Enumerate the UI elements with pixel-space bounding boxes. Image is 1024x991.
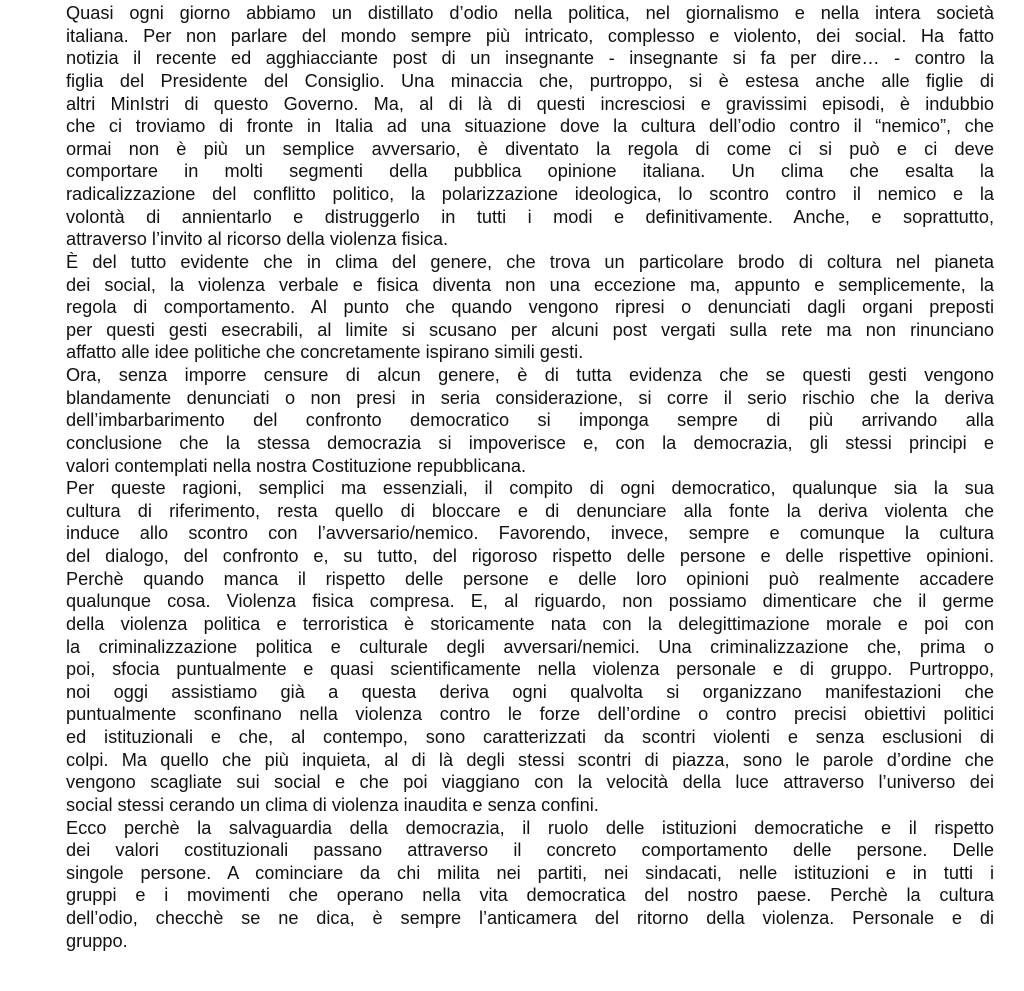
text-line: singole persone. A cominciare da chi milita nei partiti, nei sindacati, nelle istituzioni e in tutti i <box>66 862 994 883</box>
text-line: volontà di annientarlo e distruggerlo in tutti i modi e definitivamente. Anche, e soprattutto, <box>66 206 994 227</box>
text-line: social stessi cerando un clima di violenza inaudita e senza confini. <box>66 794 599 815</box>
text-line: vengono scagliate sui social e che poi viaggiano con la velocità della luce attraverso l’universo dei <box>66 772 994 793</box>
paragraph-3 <box>66 364 994 477</box>
text-line: italiana. Per non parlare del mondo sempre più intricato, complesso e violento, dei social. Ha fatto <box>66 25 994 46</box>
text-line: comportare in molti segmenti della pubblica opinione italiana. Un clima che esalta la <box>66 161 994 182</box>
text-line: Quasi ogni giorno abbiamo un distillato d’odio nella politica, nel giornalismo e nella intera società <box>66 3 994 23</box>
text-line: conclusione che la stessa democrazia si impoverisce e, con la democrazia, gli stessi principi e <box>66 432 994 453</box>
text-line: Per queste ragioni, semplici ma essenziali, il compito di ogni democratico, qualunque sia la sua <box>66 478 994 499</box>
text-line: dei social, la violenza verbale e fisica diventa non una eccezione ma, appunto e semplicemente, la <box>66 274 994 295</box>
paragraph-2 <box>66 251 994 364</box>
text-line: regola di comportamento. Al punto che quando vengono ripresi o denunciati dagli organi preposti <box>66 297 994 318</box>
text-line: qualunque cosa. Violenza fisica compresa. E, al riguardo, non possiamo dimenticare che il germe <box>66 591 994 612</box>
paragraph-5 <box>66 817 994 953</box>
text-line: radicalizzazione del conflitto politico, la polarizzazione ideologica, lo scontro contro il nemico e la <box>66 184 994 204</box>
paragraph-1 <box>66 2 994 251</box>
text-line: colpi. Ma quello che più inquieta, al di là degli stessi scontri di piazza, sono le parole d’ordine che <box>66 749 994 770</box>
text-line: per questi gesti esecrabili, al limite si scusano per alcuni post vergati sulla rete ma non rinunciano <box>66 319 994 340</box>
text-line: attraverso l’invito al ricorso della violenza fisica. <box>66 229 449 250</box>
text-line: dei valori costituzionali passano attraverso il concreto comportamento delle persone. Delle <box>66 840 994 861</box>
text-line: induce allo scontro con l’avversario/nemico. Favorendo, invece, sempre e comunque la cultura <box>66 523 994 544</box>
text-line: Ecco perchè la salvaguardia della democrazia, il ruolo delle istituzioni democratiche e il rispetto <box>66 817 994 838</box>
text-line: cultura di riferimento, resta quello di bloccare e di denunciare alla fonte la deriva violenta che <box>66 500 994 521</box>
text-line: della violenza politica e terroristica è storicamente nata con la delegittimazione morale e poi con <box>66 613 994 634</box>
text-line: figlia del Presidente del Consiglio. Una minaccia che, purtroppo, si è estesa anche alle figlie di <box>66 70 994 91</box>
text-line: Perchè quando manca il rispetto delle persone e delle loro opinioni può realmente accadere <box>66 568 994 589</box>
text-line: del dialogo, del confronto e, su tutto, del rigoroso rispetto delle persone e delle rispettive opinioni. <box>66 546 994 566</box>
paragraph-4 <box>66 477 994 816</box>
text-line: ormai non è più un semplice avversario, è diventato la regola di come ci si può e ci deve <box>66 138 994 159</box>
text-line: puntualmente sconfinano nella violenza contro le forze dell’ordine o contro precisi obiettivi politici <box>66 704 994 725</box>
text-line: noi oggi assistiamo già a questa deriva ogni qualvolta si organizzano manifestazioni che <box>66 681 994 702</box>
text-line: È del tutto evidente che in clima del genere, che trova un particolare brodo di coltura nel pianeta <box>66 251 994 272</box>
text-line: dell’imbarbarimento del confronto democratico si imponga sempre di più arrivando alla <box>66 410 994 431</box>
text-line: blandamente denunciati o non presi in seria considerazione, si corre il serio rischio che la deriva <box>66 387 994 408</box>
text-line: ed istituzionali e che, al contempo, sono caratterizzati da scontri violenti e senza esclusioni di <box>66 727 994 747</box>
text-line: gruppi e i movimenti che operano nella vita democratica del nostro paese. Perchè la cultura <box>66 885 994 906</box>
text-line: dell’odio, checchè se ne dica, è sempre l’anticamera del ritorno della violenza. Personale e di <box>66 908 994 928</box>
text-line: affatto alle idee politiche che concretamente ispirano simili gesti. <box>66 342 584 363</box>
text-line: Ora, senza imporre censure di alcun genere, è di tutta evidenza che se questi gesti vengono <box>66 365 994 385</box>
document-page <box>66 2 994 952</box>
text-line: la criminalizzazione politica e culturale degli avversari/nemici. Una criminalizzazione che, prima o <box>66 636 994 657</box>
text-line: gruppo. <box>66 930 128 951</box>
text-line: notizia il recente ed agghiacciante post di un insegnante - insegnante si fa per dire… - contro la <box>66 48 994 69</box>
text-line: altri MinIstri di questo Governo. Ma, al di là di questi incresciosi e gravissimi episodi, è indubbio <box>66 93 994 114</box>
text-line: valori contemplati nella nostra Costituzione repubblicana. <box>66 455 526 476</box>
text-line: che ci troviamo di fronte in Italia ad una situazione dove la cultura dell’odio contro il “nemico”, che <box>66 116 994 137</box>
text-line: poi, sfocia puntualmente e quasi scientificamente nella violenza personale e di gruppo. Purtroppo, <box>66 659 994 680</box>
